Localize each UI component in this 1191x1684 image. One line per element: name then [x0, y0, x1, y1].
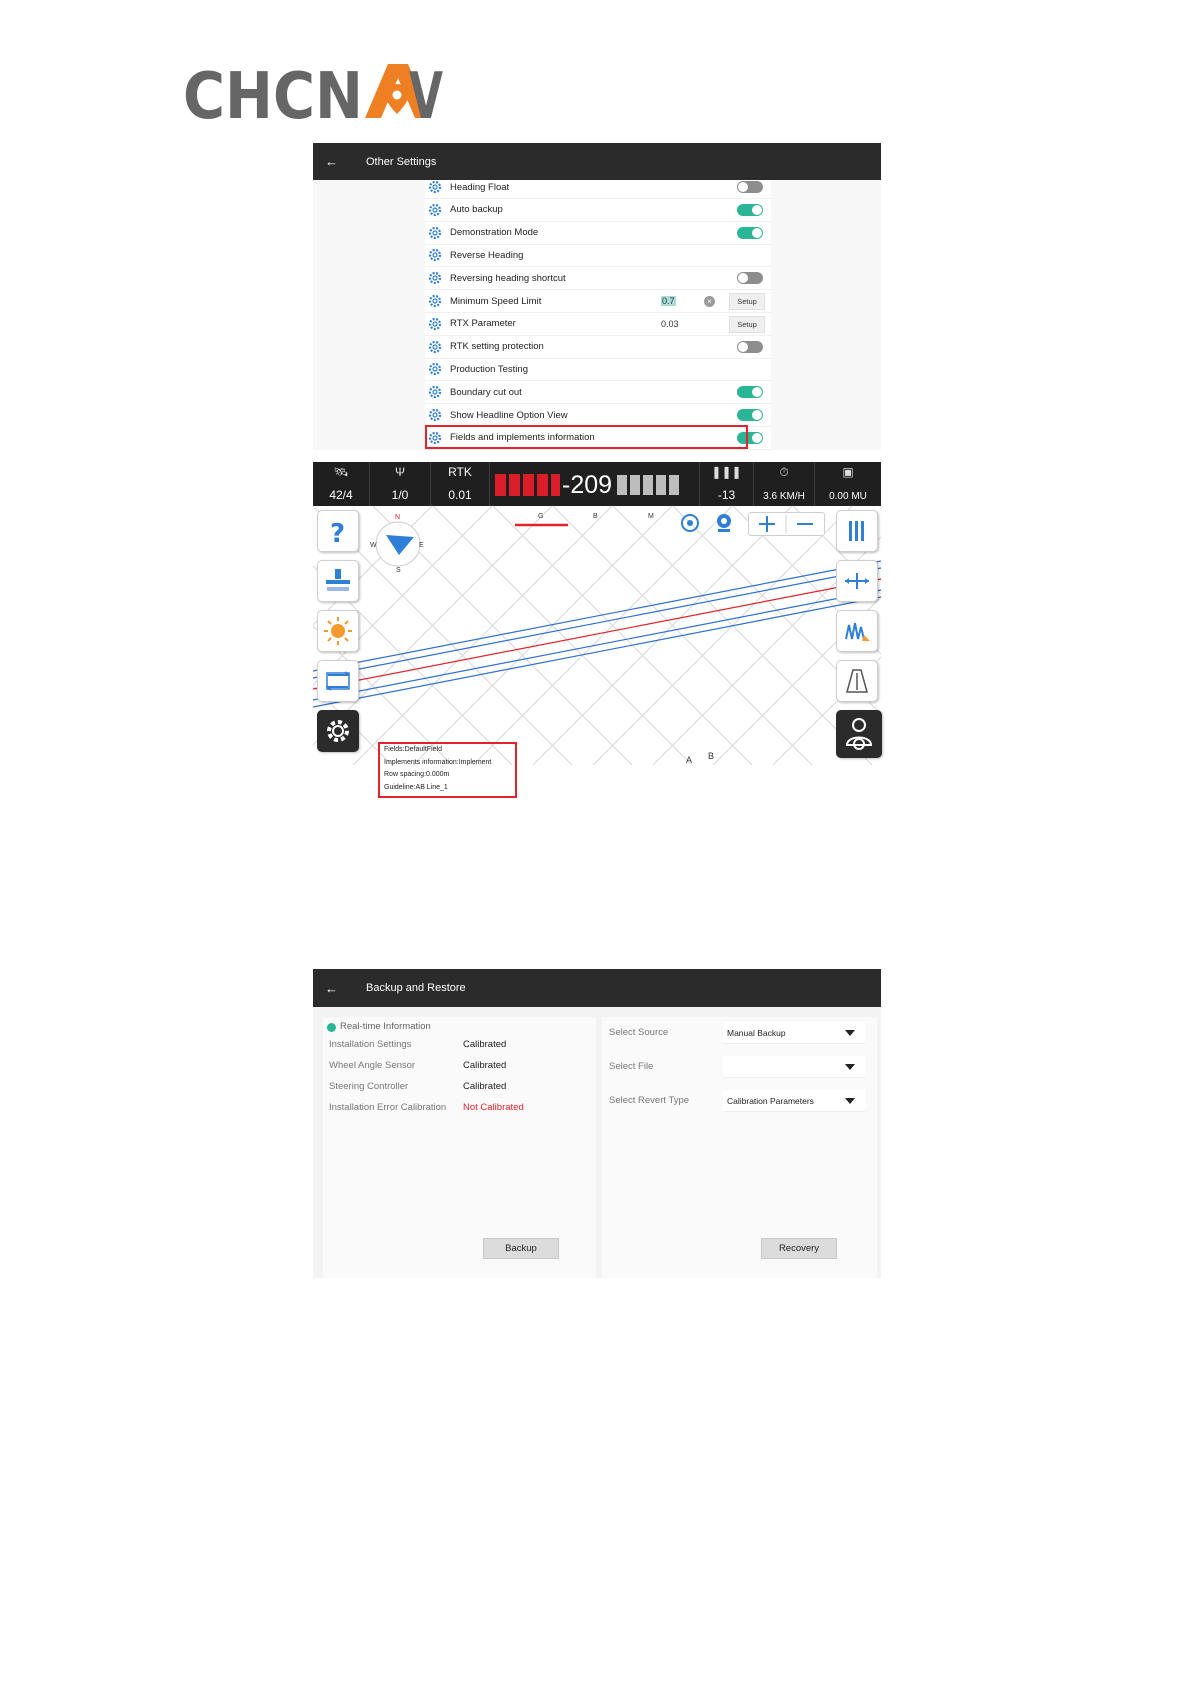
- switch-line-button[interactable]: [317, 660, 359, 702]
- toggle-switch[interactable]: [737, 386, 763, 398]
- heading-cell: [700, 462, 754, 506]
- select-source-dropdown[interactable]: [723, 1022, 865, 1044]
- page-title: Other Settings: [366, 155, 437, 168]
- toggle-knob: [752, 433, 762, 443]
- setting-label: Show Headline Option View: [450, 409, 568, 421]
- svg-text:N: N: [395, 514, 401, 521]
- bars-icon: [837, 511, 877, 551]
- setting-row[interactable]: [425, 176, 771, 199]
- setting-row[interactable]: [425, 358, 771, 381]
- antenna-icon: Ψ: [394, 465, 406, 479]
- wave-icon: [837, 611, 877, 651]
- gear-icon: [428, 408, 442, 422]
- clear-icon[interactable]: ×: [704, 296, 715, 307]
- gear-icon: [428, 248, 442, 262]
- info-implement: Implements information:Implement: [384, 758, 492, 766]
- toggle-switch[interactable]: [737, 409, 763, 421]
- setting-row[interactable]: [425, 267, 771, 290]
- select-revert-dropdown[interactable]: [723, 1090, 865, 1112]
- gear-icon: [428, 294, 442, 308]
- toggle-knob: [752, 228, 762, 238]
- gear-icon: [428, 385, 442, 399]
- bars-small-icon: ❚❚❚: [711, 465, 742, 479]
- speedometer-icon: ⏱: [779, 465, 789, 479]
- section-title: Real-time Information: [340, 1021, 431, 1032]
- svg-text:CHCN: CHCN: [183, 60, 363, 134]
- implement-button[interactable]: [317, 560, 359, 602]
- toggle-knob: [752, 387, 762, 397]
- toggle-knob: [738, 273, 748, 283]
- area-icon: ▣: [842, 465, 854, 479]
- map-view[interactable]: [313, 506, 881, 791]
- rtk-value: 0.01: [448, 488, 472, 502]
- setting-row[interactable]: [425, 244, 771, 267]
- info-dot-icon: [327, 1023, 336, 1032]
- setting-label: Reverse Heading: [450, 249, 524, 261]
- status-value-not-calibrated: Not Calibrated: [463, 1102, 524, 1113]
- point-a-label: A: [686, 755, 693, 765]
- chevron-down-icon: [845, 1098, 855, 1104]
- select-file-label: Select File: [609, 1061, 654, 1072]
- select-source-label: Select Source: [609, 1027, 669, 1038]
- status-value: Calibrated: [463, 1039, 507, 1050]
- chevron-down-icon: [845, 1030, 855, 1036]
- other-settings-screenshot: [313, 143, 881, 450]
- satellite-icon: 🛰: [333, 465, 349, 479]
- area-cell: [815, 462, 881, 506]
- setup-button[interactable]: Setup: [729, 293, 765, 310]
- map-label-g: G: [538, 513, 544, 520]
- zoom-in-icon[interactable]: [759, 516, 775, 532]
- field-info-box: [378, 742, 517, 798]
- setting-row[interactable]: [425, 313, 771, 336]
- gear-icon: [428, 317, 442, 331]
- select-revert-label: Select Revert Type: [609, 1095, 690, 1106]
- locate-icon: [679, 512, 701, 534]
- recovery-button[interactable]: Recovery: [761, 1238, 837, 1259]
- speed-value: 3.6 KM/H: [763, 491, 805, 502]
- arrow-left-icon[interactable]: ←: [325, 154, 338, 169]
- toggle-switch[interactable]: [737, 204, 763, 216]
- status-key: Installation Settings: [329, 1039, 412, 1050]
- gear-icon: [428, 226, 442, 240]
- toggle-knob: [738, 342, 748, 352]
- page-title: Backup and Restore: [366, 982, 466, 994]
- gear-icon: [428, 340, 442, 354]
- other-settings-header: [313, 143, 881, 180]
- switch-line-icon: [318, 661, 358, 701]
- road-icon: [837, 661, 877, 701]
- satellite-cell: [313, 462, 370, 506]
- svg-text:E: E: [419, 542, 424, 549]
- setting-value: 0.03: [661, 318, 679, 329]
- rtk-label: RTK: [448, 465, 472, 479]
- map-label-m: M: [648, 513, 654, 520]
- offset-lightbar: [490, 462, 700, 506]
- speed-cell: [754, 462, 815, 506]
- help-button[interactable]: [317, 510, 359, 552]
- svg-text:S: S: [396, 567, 401, 574]
- gear-icon: [428, 362, 442, 376]
- bars-button[interactable]: [836, 510, 878, 552]
- backup-restore-screenshot: [313, 969, 881, 1278]
- backup-button[interactable]: Backup: [483, 1238, 559, 1259]
- toggle-knob: [738, 182, 748, 192]
- setting-label: Auto backup: [450, 204, 503, 216]
- base-station-button[interactable]: [713, 512, 735, 534]
- radio-value: 1/0: [391, 488, 409, 502]
- locate-button[interactable]: [679, 512, 701, 534]
- radio-cell: [370, 462, 431, 506]
- setting-label: Heading Float: [450, 181, 510, 193]
- road-button[interactable]: [836, 660, 878, 702]
- select-revert-value: Calibration Parameters: [727, 1096, 814, 1106]
- rtk-cell: [431, 462, 490, 506]
- setting-label: Reversing heading shortcut: [450, 272, 566, 284]
- toggle-switch[interactable]: [737, 181, 763, 193]
- setting-row[interactable]: [425, 290, 771, 313]
- svg-text:W: W: [370, 542, 377, 549]
- map-label-b: B: [593, 513, 598, 520]
- heading-offset: -13: [717, 488, 736, 502]
- select-source-value: Manual Backup: [727, 1028, 786, 1038]
- setting-row[interactable]: [425, 199, 771, 222]
- implement-icon: [318, 561, 358, 601]
- highlight-box: [425, 425, 748, 449]
- toggle-switch[interactable]: [737, 227, 763, 239]
- toggle-knob: [752, 410, 762, 420]
- settings-icon: [318, 711, 358, 751]
- gear-icon: [428, 180, 442, 194]
- chevron-down-icon: [845, 1064, 855, 1070]
- base-station-icon: [713, 512, 735, 534]
- brightness-icon: [318, 611, 358, 651]
- info-row-spacing: Row spacing:0.000m: [384, 771, 450, 778]
- shift-button[interactable]: [836, 560, 878, 602]
- setting-row[interactable]: [425, 222, 771, 245]
- status-bar: [313, 462, 881, 506]
- status-value: Calibrated: [463, 1081, 507, 1092]
- setting-label: RTX Parameter: [450, 318, 516, 330]
- wave-button[interactable]: [836, 610, 878, 652]
- setup-button[interactable]: Setup: [729, 316, 765, 333]
- setting-row[interactable]: [425, 381, 771, 404]
- gear-icon: [428, 203, 442, 217]
- info-guideline: Guideline:AB Line_1: [384, 783, 448, 791]
- chcnav-logo: [183, 60, 444, 134]
- help-icon: [318, 511, 358, 551]
- svg-text:?: ?: [330, 519, 346, 549]
- navigation-screenshot: [313, 462, 881, 791]
- info-field: Fields:DefaultField: [384, 746, 442, 753]
- settings-list: [425, 180, 771, 450]
- svg-text:V: V: [409, 60, 444, 134]
- setting-label: Demonstration Mode: [450, 227, 539, 239]
- driver-icon: [837, 711, 881, 757]
- zoom-controls: [748, 512, 825, 536]
- backup-restore-header: [313, 969, 881, 1007]
- offset-value: -209: [562, 470, 613, 499]
- setting-label: Fields and implements information: [450, 432, 595, 444]
- status-key: Installation Error Calibration: [329, 1102, 447, 1113]
- area-value: 0.00 MU: [829, 491, 867, 502]
- status-key: Wheel Angle Sensor: [329, 1060, 416, 1071]
- setting-label: RTK setting protection: [450, 341, 544, 353]
- setting-label: Minimum Speed Limit: [450, 295, 542, 307]
- setting-label: Boundary cut out: [450, 386, 522, 398]
- setting-label: Production Testing: [450, 363, 528, 375]
- brightness-button[interactable]: [317, 610, 359, 652]
- settings-button[interactable]: [317, 710, 359, 752]
- point-b-label: B: [708, 751, 715, 761]
- map-canvas[interactable]: [313, 506, 881, 765]
- arrow-left-icon[interactable]: ←: [325, 980, 338, 996]
- driver-button[interactable]: [836, 710, 882, 758]
- setting-row[interactable]: [425, 404, 771, 427]
- toggle-knob: [752, 205, 762, 215]
- toggle-switch[interactable]: [737, 341, 763, 353]
- realtime-info-panel: [323, 1017, 596, 1278]
- status-value: Calibrated: [463, 1060, 507, 1071]
- toggle-switch[interactable]: [737, 272, 763, 284]
- satellite-count: 42/4: [329, 488, 353, 502]
- gear-icon: [428, 271, 442, 285]
- shift-icon: [837, 561, 877, 601]
- select-file-dropdown[interactable]: [723, 1056, 865, 1078]
- compass-icon: [370, 514, 424, 574]
- status-key: Steering Controller: [329, 1081, 409, 1092]
- setting-value[interactable]: 0.7: [662, 296, 675, 306]
- setting-row[interactable]: [425, 336, 771, 359]
